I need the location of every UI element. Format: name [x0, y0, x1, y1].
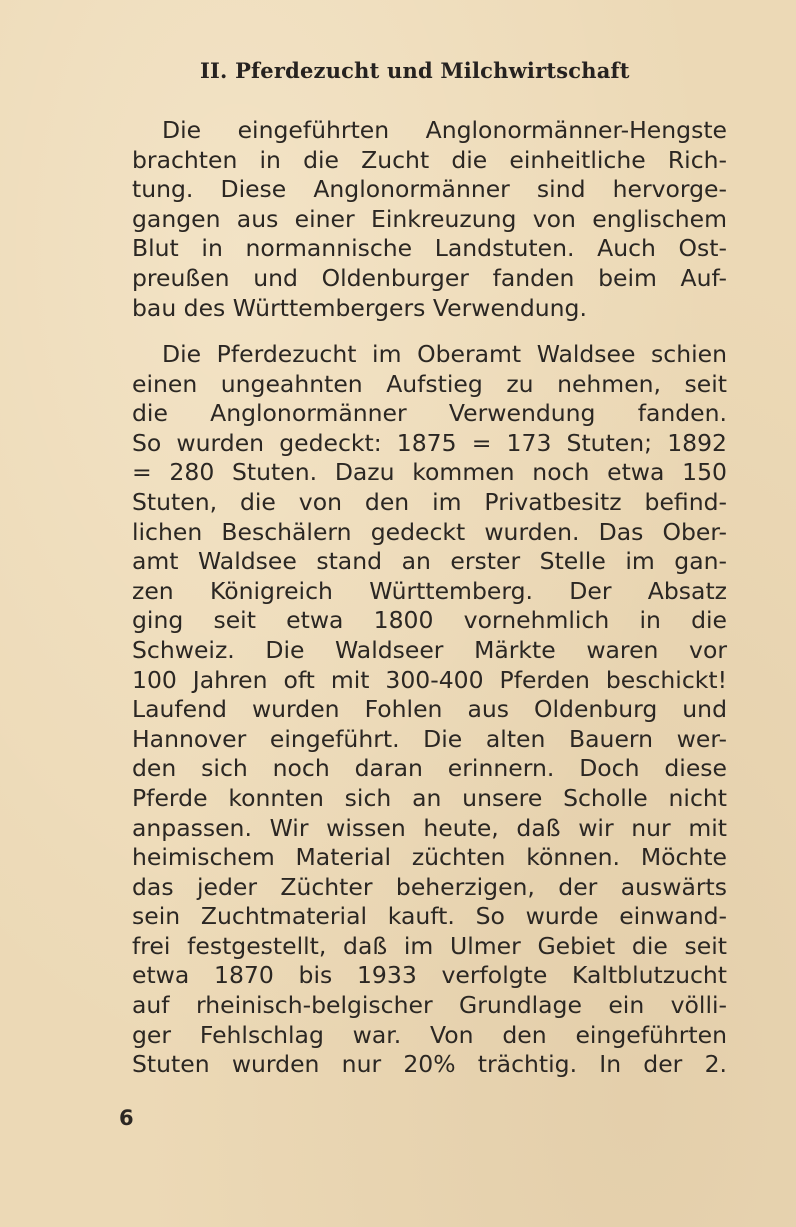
text-line: Schweiz. Die Waldseer Märkte waren vor — [132, 635, 727, 664]
text-line: amt Waldsee stand an erster Stelle im gan- — [132, 547, 727, 576]
text-line: einen ungeahnten Aufstieg zu nehmen, seit — [132, 369, 727, 398]
text-line: = 280 Stuten. Dazu kommen noch etwa 150 — [132, 458, 727, 487]
page-number: 6 — [119, 1106, 134, 1130]
text-line: auf rheinisch-belgischer Grundlage ein völli- — [132, 991, 727, 1020]
text-line: Pferde konnten sich an unsere Scholle nicht — [132, 783, 727, 812]
section-heading: II. Pferdezucht und Milchwirtschaft — [200, 58, 630, 83]
text-line: 100 Jahren oft mit 300-400 Pferden beschickt! — [132, 665, 727, 694]
text-line: das jeder Züchter beherzigen, der auswärts — [132, 872, 727, 901]
text-line: Blut in normannische Landstuten. Auch Ost- — [132, 234, 727, 263]
text-line: frei festgestellt, daß im Ulmer Gebiet die seit — [132, 931, 727, 960]
text-line: Stuten, die von den im Privatbesitz befind- — [132, 487, 727, 516]
text-line: preußen und Oldenburger fanden beim Auf- — [132, 263, 727, 292]
text-line: lichen Beschälern gedeckt wurden. Das Ober- — [132, 517, 727, 546]
text-line: Die eingeführten Anglonormänner-Hengste — [162, 116, 727, 144]
text-line: tung. Diese Anglonormänner sind hervorge- — [132, 175, 727, 204]
text-line: Hannover eingeführt. Die alten Bauern wer- — [132, 724, 727, 753]
text-line: anpassen. Wir wissen heute, daß wir nur mit — [132, 813, 727, 842]
text-line: gangen aus einer Einkreuzung von englischem — [132, 204, 727, 233]
text-line: ger Fehlschlag war. Von den eingeführten — [132, 1020, 727, 1049]
text-line: zen Königreich Württemberg. Der Absatz — [132, 576, 727, 605]
text-line: sein Zuchtmaterial kauft. So wurde einwand- — [132, 902, 727, 931]
text-line: brachten in die Zucht die einheitliche Rich- — [132, 145, 727, 174]
text-line: bau des Württembergers Verwendung. — [132, 293, 587, 322]
text-line: die Anglonormänner Verwendung fanden. — [132, 399, 727, 428]
text-line: den sich noch daran erinnern. Doch diese — [132, 754, 727, 783]
text-line: ging seit etwa 1800 vornehmlich in die — [132, 606, 727, 635]
text-line: etwa 1870 bis 1933 verfolgte Kaltblutzucht — [132, 961, 727, 990]
text-line: Stuten wurden nur 20% trächtig. In der 2. — [132, 1050, 727, 1079]
paragraph-1 — [132, 116, 727, 323]
text-line: heimischem Material züchten können. Möchte — [132, 843, 727, 872]
text-line: So wurden gedeckt: 1875 = 173 Stuten; 1892 — [132, 428, 727, 457]
text-line: Die Pferdezucht im Oberamt Waldsee schien — [162, 340, 727, 368]
text-line: Laufend wurden Fohlen aus Oldenburg und — [132, 695, 727, 724]
paragraph-2 — [132, 340, 727, 1080]
